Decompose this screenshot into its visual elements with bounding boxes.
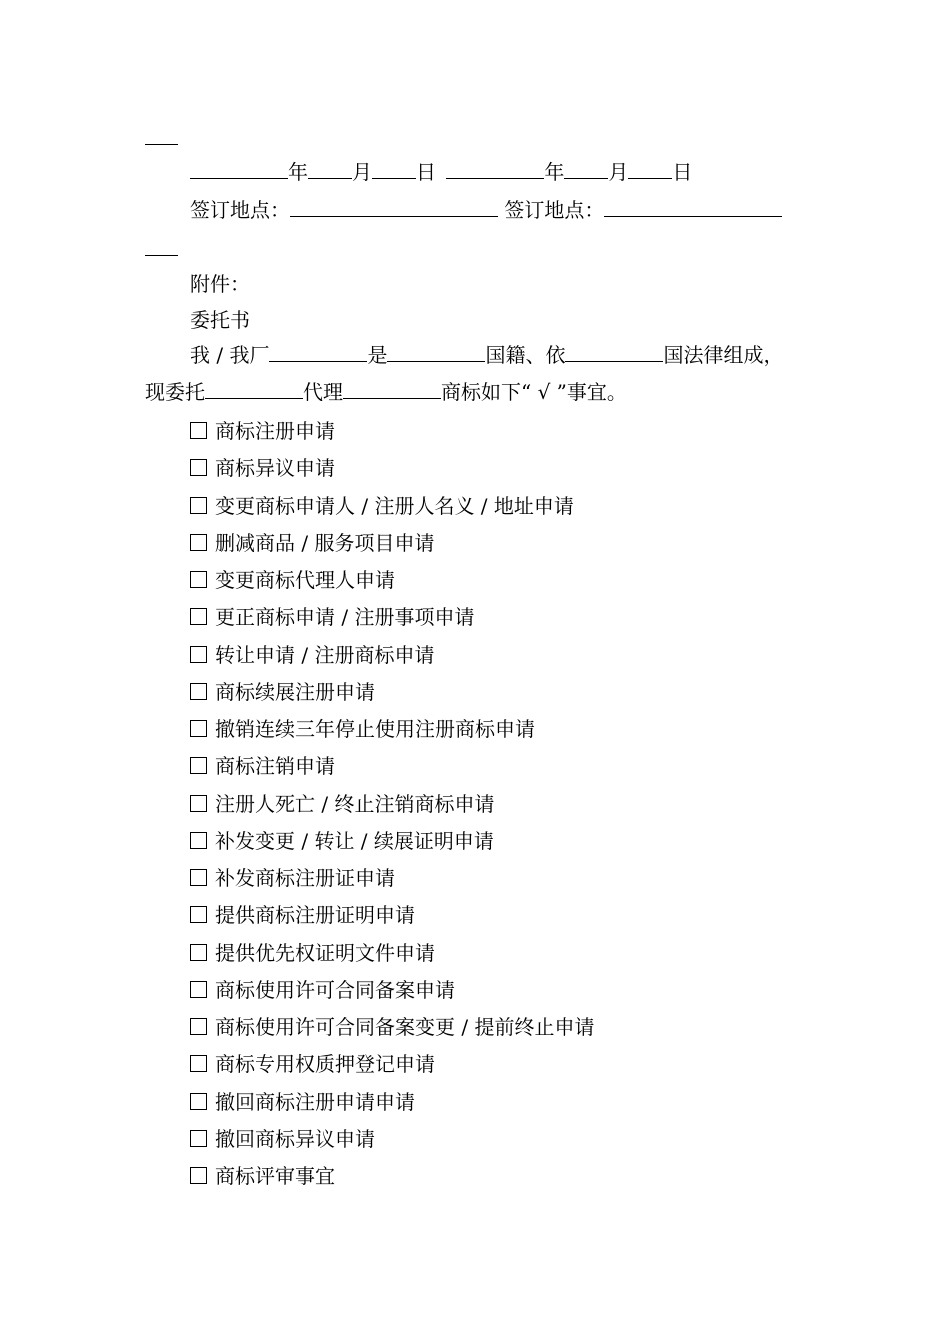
- checkbox[interactable]: [190, 981, 207, 998]
- checkbox[interactable]: [190, 795, 207, 812]
- checkbox[interactable]: [190, 1167, 207, 1184]
- checklist-item-label: 补发变更 / 转让 / 续展证明申请: [215, 828, 494, 853]
- signing-place-label-1: 签订地点：: [190, 198, 290, 222]
- clause-nationality-label: 国籍、依: [485, 343, 566, 367]
- checkbox[interactable]: [190, 571, 207, 588]
- checklist-item: [190, 643, 434, 667]
- clause-line-2: [145, 380, 627, 404]
- clause-entrust-label: 现委托: [145, 380, 205, 404]
- checklist-item-label: 提供优先权证明文件申请: [215, 940, 435, 965]
- checkbox[interactable]: [190, 497, 207, 514]
- checkbox[interactable]: [190, 832, 207, 849]
- underline-fragment-top: [145, 144, 178, 145]
- checklist-item-label: 删减商品 / 服务项目申请: [215, 530, 435, 555]
- checklist-item: [190, 866, 395, 890]
- checklist-item: [190, 829, 494, 853]
- checklist-item-label: 商标异议申请: [215, 456, 335, 481]
- checklist-item: [190, 1052, 435, 1076]
- checkbox[interactable]: [190, 944, 207, 961]
- month-blank-1[interactable]: [308, 160, 352, 179]
- year-blank-2[interactable]: [446, 160, 544, 179]
- attachment-label: 附件：: [190, 272, 250, 296]
- checkbox[interactable]: [190, 757, 207, 774]
- checklist-item-label: 撤回商标注册申请申请: [215, 1089, 415, 1114]
- checklist-item-label: 撤销连续三年停止使用注册商标申请: [215, 717, 535, 741]
- day-blank-2[interactable]: [628, 160, 672, 179]
- checkbox[interactable]: [190, 534, 207, 551]
- checkbox[interactable]: [190, 608, 207, 625]
- clause-is-label: 是: [367, 343, 388, 367]
- year-blank-1[interactable]: [190, 160, 288, 179]
- year-label-2: 年: [544, 160, 565, 184]
- checkbox[interactable]: [190, 906, 207, 923]
- checkbox[interactable]: [190, 869, 207, 886]
- checklist-item-label: 商标专用权质押登记申请: [215, 1052, 435, 1077]
- clause-principal-label: 我 / 我厂: [190, 343, 270, 367]
- checklist-item-label: 商标使用许可合同备案申请: [215, 977, 455, 1002]
- checklist-item: [190, 754, 335, 778]
- checkbox[interactable]: [190, 646, 207, 663]
- checkbox[interactable]: [190, 459, 207, 476]
- principal-blank[interactable]: [269, 343, 367, 362]
- agent-blank[interactable]: [205, 380, 303, 399]
- checklist-item: [190, 717, 535, 741]
- checklist-item: [190, 494, 574, 518]
- checklist-item-label: 商标注销申请: [215, 754, 335, 779]
- underline-fragment-mid: [145, 255, 178, 256]
- checkbox[interactable]: [190, 720, 207, 737]
- checklist-item-label: 补发商标注册证申请: [215, 866, 395, 890]
- checklist-item-label: 撤回商标异议申请: [215, 1126, 375, 1151]
- checklist-item-label: 商标使用许可合同备案变更 / 提前终止申请: [215, 1015, 595, 1039]
- checklist-item-label: 变更商标申请人 / 注册人名义 / 地址申请: [215, 493, 574, 518]
- day-blank-1[interactable]: [372, 160, 416, 179]
- checklist-item: [190, 531, 434, 555]
- signing-place-blank-2[interactable]: [604, 198, 782, 217]
- signing-place-blank-1[interactable]: [290, 198, 498, 217]
- day-label-1: 日: [416, 160, 436, 184]
- checklist-item: [190, 941, 435, 965]
- checklist-item-label: 转让申请 / 注册商标申请: [215, 642, 435, 667]
- checkbox[interactable]: [190, 1130, 207, 1147]
- checklist-item: [190, 792, 494, 816]
- checklist-item: [190, 568, 395, 592]
- clause-agent-label: 代理: [303, 380, 343, 404]
- checklist-item-label: 注册人死亡 / 终止注销商标申请: [215, 791, 495, 816]
- signing-place-label-2: 签订地点：: [504, 198, 605, 222]
- trademark-blank[interactable]: [343, 380, 441, 399]
- date-line: [190, 160, 692, 184]
- checklist-item: [190, 1015, 594, 1039]
- nationality-blank[interactable]: [387, 343, 485, 362]
- checklist-item: [190, 978, 455, 1002]
- checkbox[interactable]: [190, 422, 207, 439]
- law-country-blank[interactable]: [565, 343, 663, 362]
- month-label-1: 月: [352, 160, 372, 184]
- year-label-1: 年: [288, 160, 308, 184]
- clause-matters-label: 商标如下“ √ ”事宜。: [441, 380, 627, 404]
- checklist-item-label: 商标评审事宜: [215, 1164, 335, 1188]
- checkbox[interactable]: [190, 1055, 207, 1072]
- checklist-item: [190, 605, 474, 629]
- clause-law-label: 国法律组成，: [663, 343, 784, 367]
- checklist-item-label: 更正商标申请 / 注册事项申请: [215, 605, 475, 630]
- checkbox[interactable]: [190, 683, 207, 700]
- month-blank-2[interactable]: [564, 160, 608, 179]
- checklist-item-label: 商标注册申请: [215, 419, 335, 443]
- checklist-item: [190, 680, 375, 704]
- checklist-item: [190, 419, 335, 443]
- checkbox[interactable]: [190, 1018, 207, 1035]
- checklist-item: [190, 903, 415, 927]
- day-label-2: 日: [672, 160, 693, 184]
- checklist-item: [190, 456, 335, 480]
- clause-line-1: [190, 343, 783, 367]
- power-of-attorney-title: 委托书: [190, 308, 250, 332]
- checklist-item-label: 商标续展注册申请: [215, 679, 375, 704]
- month-label-2: 月: [608, 160, 629, 184]
- signing-place-line: [190, 198, 782, 222]
- checklist-item-label: 提供商标注册证明申请: [215, 903, 415, 928]
- checkbox[interactable]: [190, 1093, 207, 1110]
- checklist-item: [190, 1127, 375, 1151]
- checklist-item: [190, 1164, 335, 1188]
- checklist-item: [190, 1090, 415, 1114]
- checklist-item-label: 变更商标代理人申请: [215, 568, 395, 592]
